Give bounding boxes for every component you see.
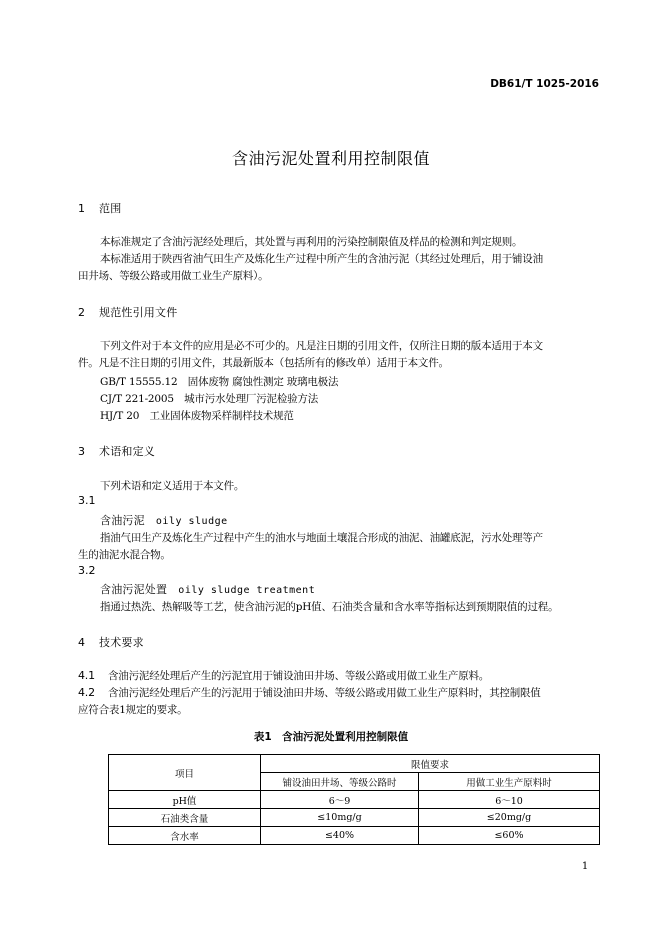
paragraph: 下列文件对于本文件的应用是必不可少的。凡是注日期的引用文件，仅所注日期的版本适用于本文 <box>100 340 543 352</box>
section-1-heading: 1 范围 <box>78 202 122 215</box>
clause-4-2: 4.2 含油污泥经处理后产生的污泥用于铺设油田井场、等级公路或用做工业生产原料时，其控制限值 <box>78 686 541 699</box>
section-2-heading: 2 规范性引用文件 <box>78 306 178 319</box>
page-title: 含油污泥处置利用控制限值 <box>231 149 430 168</box>
table-cell-value: ≤10mg/g <box>261 809 419 827</box>
table-header-col1: 铺设油田井场、等级公路时 <box>261 773 419 791</box>
reference-item: GB/T 15555.12 固体废物 腐蚀性测定 玻璃电极法 <box>100 376 339 388</box>
table-cell-value: ≤60% <box>419 827 600 845</box>
table-cell-value: 6～9 <box>261 791 419 809</box>
table-cell-item: 石油类含量 <box>109 809 261 827</box>
term-definition: 指油气田生产及炼化生产过程中产生的油水与地面土壤混合形成的油泥、油罐底泥，污水处理等产 <box>100 532 543 544</box>
doc-number: DB61/T 1025-2016 <box>490 78 599 90</box>
paragraph: 本标准规定了含油污泥经处理后，其处置与再利用的污染控制限值及样品的检测和判定规则。 <box>100 236 523 248</box>
table-header-item: 项目 <box>109 755 261 791</box>
clause-4-2-continued: 应符合表1规定的要求。 <box>78 704 188 716</box>
section-3-heading: 3 术语和定义 <box>78 445 155 458</box>
section-4-heading: 4 技术要求 <box>78 636 144 649</box>
reference-item: HJ/T 20 工业固体废物采样制样技术规范 <box>100 410 294 422</box>
limits-table <box>108 754 600 845</box>
table-row <box>109 809 600 827</box>
table-caption: 表1 含油污泥处置利用控制限值 <box>253 731 409 743</box>
table-header-col2: 用做工业生产原料时 <box>419 773 600 791</box>
term-number: 3.2 <box>78 564 96 577</box>
page-number: 1 <box>581 861 588 872</box>
table-header-group: 限值要求 <box>261 755 600 773</box>
reference-item: CJ/T 221-2005 城市污水处理厂污泥检验方法 <box>100 393 319 405</box>
table-cell-item: pH值 <box>109 791 261 809</box>
term-definition: 指通过热洗、热解吸等工艺，使含油污泥的pH值、石油类含量和含水率等指标达到预期限值的过程。 <box>100 601 559 613</box>
table-cell-value: ≤40% <box>261 827 419 845</box>
table-cell-value: 6～10 <box>419 791 600 809</box>
table-cell-item: 含水率 <box>109 827 261 845</box>
table-cell-value: ≤20mg/g <box>419 809 600 827</box>
term-title: 含油污泥处置 oily sludge treatment <box>100 583 316 596</box>
term-definition: 生的油泥水混合物。 <box>78 549 171 561</box>
clause-4-1: 4.1 含油污泥经处理后产生的污泥宜用于铺设油田井场、等级公路或用做工业生产原料。 <box>78 669 490 682</box>
table-row <box>109 791 600 809</box>
paragraph: 下列术语和定义适用于本文件。 <box>100 480 245 492</box>
term-title: 含油污泥 oily sludge <box>100 514 228 527</box>
term-number: 3.1 <box>78 494 96 507</box>
paragraph: 田井场、等级公路或用做工业生产原料）。 <box>78 270 269 282</box>
paragraph: 件。凡是不注日期的引用文件，其最新版本（包括所有的修改单）适用于本文件。 <box>78 357 449 369</box>
paragraph: 本标准适用于陕西省油气田生产及炼化生产过程中所产生的含油污泥（其经过处理后，用于铺设油 <box>100 253 543 265</box>
table-row <box>109 827 600 845</box>
